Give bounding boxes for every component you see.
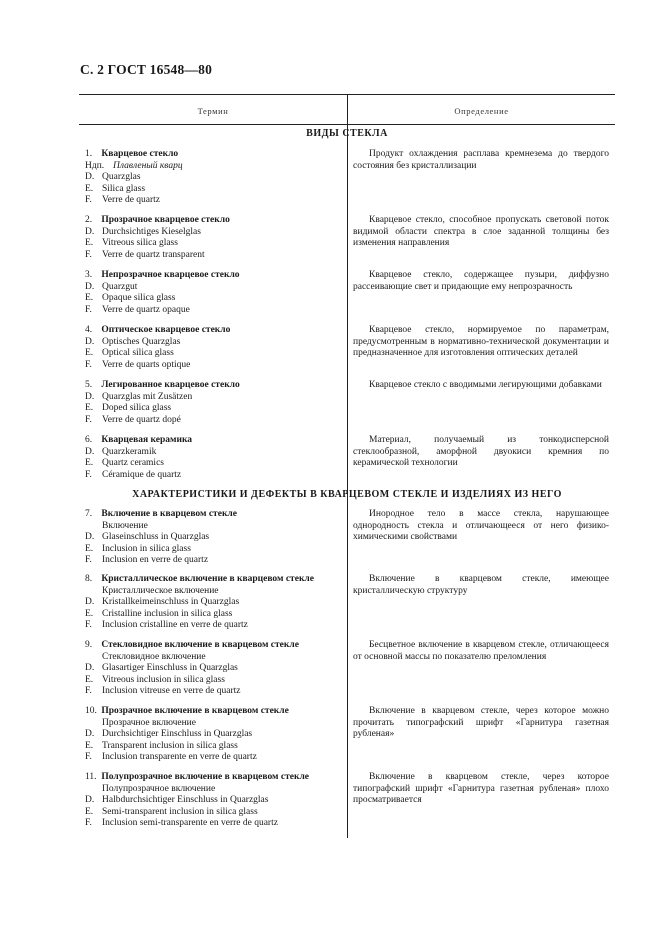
term-definition: Включение в кварцевом стекле, имеющее кристаллическую структуру <box>353 574 609 596</box>
term-name: Легированное кварцевое стекло <box>101 380 240 390</box>
term-name: Включение в кварцевом стекле <box>101 509 237 519</box>
term-entry: 6. Кварцевая керамика D. Quarzkeramik E. Quartz ceramics F. Céramique de quartz <box>85 435 193 480</box>
column-header-term: Термин <box>197 106 229 116</box>
term-definition: Материал, получаемый из тонкодисперсной стеклообразной, аморфной двуокиси кремния по керамической технологии <box>353 435 609 469</box>
short-term: Прозрачное включение <box>102 717 196 728</box>
term-name: Кварцевое стекло <box>101 149 179 159</box>
terms-table <box>79 94 615 838</box>
deprecated-synonym: Плавленый кварц <box>113 160 183 171</box>
page-header: С. 2 ГОСТ 16548—80 <box>80 62 213 77</box>
term-definition: Кварцевое стекло, нормируемое по параметрам, предусмотренным в нормативно-технической документации и предназначенное для изготовления оптических деталей <box>353 325 609 359</box>
term-entry: 2. Прозрачное кварцевое стекло D. Durchsichtiges Kieselglas E. Vitreous silica glass F. Verre de quartz transparent <box>85 215 230 260</box>
term-name: Прозрачное кварцевое стекло <box>101 215 230 225</box>
short-term: Стекловидное включение <box>102 651 206 662</box>
term-name: Кристаллическое включение в кварцевом стекле <box>101 574 314 584</box>
term-entry: 11. Полупрозрачное включение в кварцевом стекле Полупрозрачное включение D. Halbdurchsichtiger Einschluss in Quarzglas E. Semi-transparent inclusion in silica glass F. Inclusion semi-transparente en verre de quartz <box>85 772 343 830</box>
term-entry: 10. Прозрачное включение в кварцевом стекле Прозрачное включение D. Durchsichtiger Einschluss in Quarzglas E. Transparent inclusion in silica glass F. Inclusion transparente en verre de quartz <box>85 706 343 764</box>
term-entry: 8. Кристаллическое включение в кварцевом стекле Кристаллическое включение D. Kristallkeimeinschluss in Quarzglas E. Cristalline inclusion in silica glass F. Inclusion cristalline en verre de quartz <box>85 574 343 632</box>
short-term: Полупрозрачное включение <box>102 783 216 794</box>
term-name: Непрозрачное кварцевое стекло <box>101 270 240 280</box>
term-definition: Включение в кварцевом стекле, через которое можно прочитать типографский шрифт «Гарнитура газетная рубленая» <box>353 706 609 740</box>
term-entry: 3. Непрозрачное кварцевое стекло D. Quarzgut E. Opaque silica glass F. Verre de quartz opaque <box>85 270 240 315</box>
term-name: Кварцевая керамика <box>101 435 193 445</box>
term-definition: Кварцевое стекло с вводимыми легирующими добавками <box>369 380 602 390</box>
term-definition: Продукт охлаждения расплава кремнезема до твердого состояния без кристаллизации <box>353 149 609 171</box>
term-entry: 5. Легированное кварцевое стекло D. Quarzglas mit Zusätzen E. Doped silica glass F. Verre de quartz dopé <box>85 380 240 425</box>
term-definition: Кварцевое стекло, способное пропускать световой поток видимой области спектра в слое заданной толщины без изменения направления <box>353 215 609 249</box>
section-title-defects: ХАРАКТЕРИСТИКИ И ДЕФЕКТЫ В КВАРЦЕВОМ СТЕКЛЕ И ИЗДЕЛИЯХ ИЗ НЕГО <box>132 489 562 500</box>
short-term: Кристаллическое включение <box>102 585 219 596</box>
short-term: Включение <box>102 520 148 531</box>
term-name: Полупрозрачное включение в кварцевом стекле <box>101 772 309 782</box>
term-entry: 9. Стекловидное включение в кварцевом стекле Стекловидное включение D. Glasartiger Einschluss in Quarzglas E. Vitreous inclusion in silica glass F. Inclusion vitreuse en verre de quartz <box>85 640 343 698</box>
section-title-glass-types: ВИДЫ СТЕКЛА <box>306 128 388 139</box>
term-name: Оптическое кварцевое стекло <box>101 325 231 335</box>
term-definition: Кварцевое стекло, содержащее пузыри, диффузно рассеивающие свет и придающие ему непрозрачность <box>353 270 609 292</box>
term-entry: 7. Включение в кварцевом стекле Включение D. Glaseinschluss in Quarzglas E. Inclusion in silica glass F. Inclusion en verre de quartz <box>85 509 343 567</box>
term-name: Прозрачное включение в кварцевом стекле <box>101 706 289 716</box>
term-entry: 4. Оптическое кварцевое стекло D. Optisches Quarzglas E. Optical silica glass F. Verre de quarts optique <box>85 325 231 370</box>
term-name: Стекловидное включение в кварцевом стекле <box>101 640 299 650</box>
term-definition: Включение в кварцевом стекле, через которое типографский шрифт «Гарнитура газетная рубленая» плохо просматривается <box>353 772 609 806</box>
term-definition: Инородное тело в массе стекла, нарушающее однородность стекла и отличающееся от него физико-химическими свойствами <box>353 509 609 543</box>
column-header-definition: Определение <box>454 106 509 116</box>
term-entry: 1. Кварцевое стекло Ндп. Плавленый кварц D. Quarzglas E. Silica glass F. Verre de quartz <box>85 149 183 206</box>
column-divider <box>347 94 348 838</box>
term-definition: Бесцветное включение в кварцевом стекле, отличающееся от основной массы по показателю преломления <box>353 640 609 662</box>
